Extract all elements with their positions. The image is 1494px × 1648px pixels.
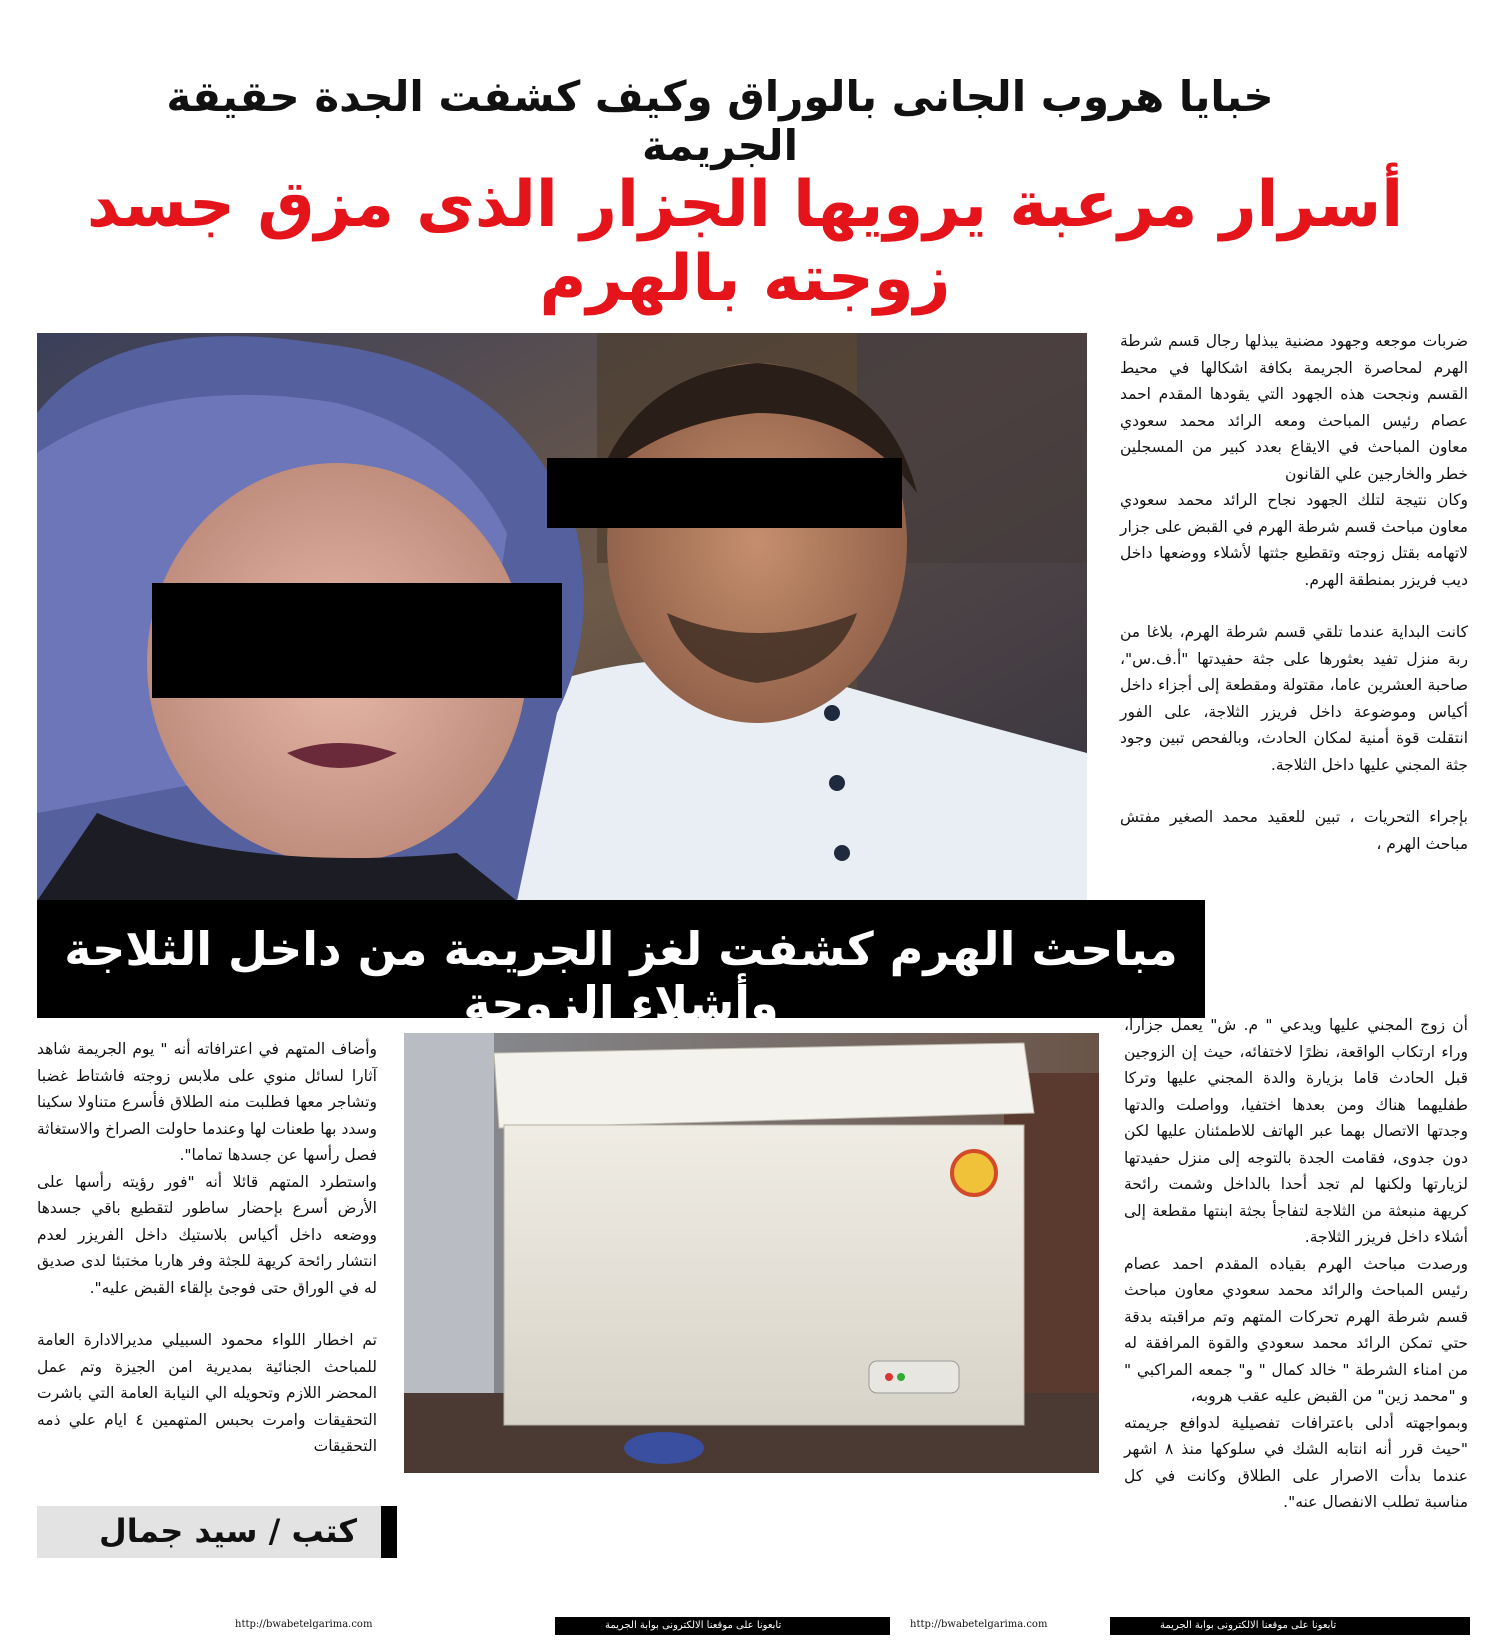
paragraph: كانت البداية عندما تلقي قسم شرطة الهرم، بلاغا من ربة منزل تفيد بعثورها على جثة حفيدتها "أ.ف.س"، صاحبة العشرين عاما، مقتولة ومقطعة إلى أجزاء داخل أكياس وموضوعة داخل فريزر الثلاجة، على الفور انتقلت قوة أمنية لمكان الحادث، وبالفحص تبين وجود جثة المجني عليها داخل الثلاجة. xyxy=(1120,623,1468,774)
paragraph: وكان نتيجة لتلك الجهود نجاح الرائد محمد سعودي معاون مباحث قسم شرطة الهرم في القبض على جزار لاتهامه بقتل زوجته وتقطيع جثتها لأشلاء ووضعها داخل ديب فريزر بمنطقة الهرم. xyxy=(1120,491,1468,589)
freezer-photo xyxy=(404,1033,1099,1473)
article-left-column xyxy=(37,1036,377,1460)
paragraph: وأضاف المتهم في اعترافاته أنه " يوم الجريمة شاهد آثارا لسائل منوي على ملابس زوجته فاشتاط غضبا وتشاجر معها فطلبت منه الطلاق فأسرع متناولا سكينا وسدد بها طعنات لها وعندما حاولت الصراخ والاستغاثة فصل رأسها عن جسدها تماما". xyxy=(37,1040,377,1164)
paragraph: بإجراء التحريات ، تبين للعقيد محمد الصغير مفتش مباحث الهرم ، xyxy=(1120,808,1468,853)
banner-text: مباحث الهرم كشفت لغز الجريمة من داخل الثلاجة وأشلاء الزوجة xyxy=(64,922,1178,1030)
paragraph: تم اخطار اللواء محمود السبيلي مديرالادارة العامة للمباحث الجنائية بمديرية امن الجيزة وتم عمل المحضر اللازم وتحويله الي النيابة العامة التي باشرت التحقيقات وامرت بحبس المتهمين ٤ ايام علي ذمه التحقيقات xyxy=(37,1331,377,1455)
paragraph: وبمواجهته أدلى باعترافات تفصيلية لدوافع جريمته "حيث قرر أنه انتابه الشك في سلوكها منذ ٨ اشهر عندما بدأت الاصرار على الطلاق وكانت في كل مناسبة تطلب الانفصال عنه". xyxy=(1124,1413,1468,1511)
paragraph: أن زوج المجني عليها ويدعي " م. ش" يعمل جزارا، وراء ارتكاب الواقعة، نظرًا لاختفائه، حيث إن الزوجين قبل الحادث قاما بزيارة والدة المجني عليها وتركا طفليهما هناك ومن بعدها اختفيا، وواصلت والدتها وجدتها الاتصال بهما عبر الهاتف للاطمئنان عليها لكن دون جدوى، فقامت الجدة بالتوجه إلى منزل حفيدتها لزيارتها ولكنها لم تجد أحدا بالداخل وشمت رائحة كريهة منبعثة من الثلاجة لتفاجأ بجثة ابنتها مقطعة إلى أشلاء داخل فريزر الثلاجة. xyxy=(1124,1016,1468,1246)
paragraph: واستطرد المتهم قائلا أنه "فور رؤيته رأسها على الأرض أسرع بإحضار ساطور لتقطيع باقي جسدها ووضعه داخل أكياس بلاستيك داخل الفريزر لعدم انتشار رائحة كريهة للجثة وفر هاربا مختبئا لدى صديق له في الوراق حتى فوجئ بإلقاء القبض عليه". xyxy=(37,1172,377,1297)
footer-caption-right: تابعونا على موقعنا الالكترونى بوابة الجريمة xyxy=(1160,1620,1337,1631)
byline-bar xyxy=(381,1506,397,1558)
footer-url-right[interactable]: http://bwabetelgarima.com xyxy=(910,1619,1048,1630)
paragraph: ورصدت مباحث الهرم بقياده المقدم احمد عصام رئيس المباحث والرائد محمد سعودي معاون مباحث قسم شرطة الهرم تحركات المتهم وتم مراقبته بدقة حتي تمكن الرائد محمد سعودي والقوة المرافقة له من امناء الشرطة " خالد كمال " و" جمعه المراكبي " و "محمد زين" من القبض عليه عقب هروبه، xyxy=(1124,1254,1468,1405)
footer-caption-left: تابعونا على موقعنا الالكترونى بوابة الجريمة xyxy=(605,1620,782,1631)
main-headline: أسرار مرعبة يرويها الجزار الذى مزق جسد زوجته بالهرم xyxy=(86,168,1404,316)
kicker-headline: خبايا هروب الجانى بالوراق وكيف كشفت الجدة حقيقة الجريمة xyxy=(166,72,1274,170)
byline xyxy=(37,1506,397,1558)
article-right-column-continued xyxy=(1124,1012,1468,1516)
byline-text: كتب / سيد جمال xyxy=(99,1512,357,1550)
paragraph: ضربات موجعه وجهود مضنية يبذلها رجال قسم شرطة الهرم لمحاصرة الجريمة بكافة اشكالها في محيط القسم ونجحت هذه الجهود التي يقودها المقدم احمد عصام رئيس المباحث ومعه الرائد محمد سعودي معاون المباحث في الايقاع بعدد كبير من المسجلين خطر والخارجين علي القانون xyxy=(1120,332,1468,483)
article-right-column xyxy=(1120,328,1468,857)
footer-url-left[interactable]: http://bwabetelgarima.com xyxy=(235,1619,373,1630)
couple-photo xyxy=(37,333,1087,901)
subheadline-banner xyxy=(37,900,1205,1030)
